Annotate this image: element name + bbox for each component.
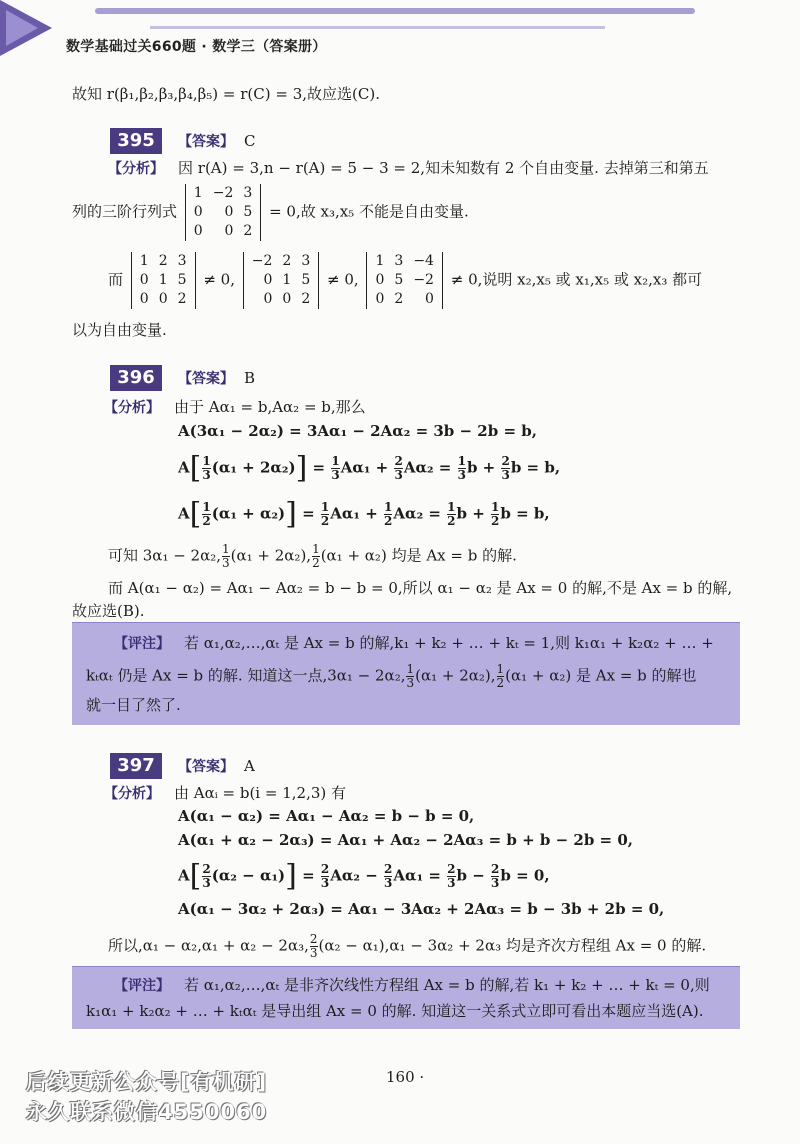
- q395-det3: 1 3 −4 0 5 −2 0 2 0: [366, 252, 442, 309]
- q396-line1-text: 由于 Aα₁ = b,Aα₂ = b,那么: [174, 398, 366, 416]
- q395-number-badge: 395: [110, 128, 162, 154]
- analysis-label: 【分析】: [104, 400, 160, 416]
- q397-comment-line2: k₁α₁ + k₂α₂ + … + kₜαₜ 是导出组 Ax = 0 的解. 知道这一关系式立即可看出本题应当选(A).: [86, 1002, 704, 1020]
- q395-det2: −2 2 3 0 1 5 0 0 2: [243, 252, 319, 309]
- analysis-label: 【分析】: [104, 786, 160, 802]
- q396-line2: 可知 3α₁ − 2α₂, $\frac{1}{3}$ (α₁ + 2α₂), $\frac{1}{2}$ (α₁ + α₂) 均是 Ax = b 的解.: [108, 542, 517, 570]
- q395-line2-post: = 0,故 x₃,x₅ 不能是自由变量.: [269, 202, 469, 221]
- q397-eq2: A(α₁ + α₂ − 2α₃) = Aα₁ + Aα₂ − 2Aα₃ = b + b − 2b = 0,: [178, 831, 633, 849]
- page-number: 160 ·: [386, 1068, 425, 1086]
- q396-line3: 而 A(α₁ − α₂) = Aα₁ − Aα₂ = b − b = 0,所以 α₁ − α₂ 是 Ax = 0 的解,不是 Ax = b 的解,: [108, 579, 733, 597]
- watermark-line1: 后续更新公众号[有机研]: [26, 1070, 268, 1094]
- q395-line3-post: ≠ 0,说明 x₂,x₅ 或 x₁,x₅ 或 x₂,x₃ 都可: [450, 270, 703, 289]
- intro-line: 故知 r(β₁,β₂,β₃,β₄,β₅) = r(C) = 3,故应选(C).: [72, 85, 380, 103]
- q396-eq3: A[ $\frac{1}{2}$ (α₁ + α₂)] = $\frac{1}{2}$ Aα₁ + $\frac{1}{2}$ Aα₂ = $\frac{1}{2}$ b + $\frac{1}{2}$ b = b,: [178, 496, 550, 532]
- q395-answer-value: C: [244, 132, 256, 150]
- q395-line4: 以为自由变量.: [72, 321, 167, 339]
- q396-eq2: A[ $\frac{1}{3}$ (α₁ + 2α₂)] = $\frac{1}{3}$ Aα₁ + $\frac{2}{3}$ Aα₂ = $\frac{1}{3}$ b + $\frac{2}{3}$ b = b,: [178, 450, 561, 486]
- comment-label: 【评注】: [114, 978, 170, 994]
- corner-triangle-icon: [0, 0, 52, 56]
- q395-answer: [178, 128, 255, 155]
- q396-comment-box: [72, 622, 740, 725]
- q397-comment-box: [72, 966, 740, 1029]
- q395-line1: [108, 158, 709, 179]
- q396-line1: [104, 397, 366, 418]
- q397-line1-text: 由 Aαᵢ = b(i = 1,2,3) 有: [174, 784, 346, 802]
- q396-line4: 故应选(B).: [72, 602, 145, 620]
- q397-eq4: A(α₁ − 3α₂ + 2α₃) = Aα₁ − 3Aα₂ + 2Aα₃ = b − 3b + 2b = 0,: [178, 900, 665, 918]
- comment-label: 【评注】: [114, 636, 170, 652]
- q396-eq1: A(3α₁ − 2α₂) = 3Aα₁ − 2Aα₂ = 3b − 2b = b,: [178, 422, 537, 440]
- q395-line2-pre: 列的三阶行列式: [72, 202, 178, 221]
- q397-eq3: A[ $\frac{2}{3}$ (α₂ − α₁)] = $\frac{2}{3}$ Aα₂ − $\frac{2}{3}$ Aα₁ = $\frac{2}{3}$ b − $\frac{2}{3}$ b = 0,: [178, 858, 550, 894]
- q396-answer: [178, 365, 255, 392]
- header-rule-bottom: [150, 26, 605, 29]
- q395-line2: [72, 184, 469, 241]
- answer-label: 【答案】: [178, 759, 234, 775]
- q396-comment-line3: 就一目了然了.: [86, 696, 181, 714]
- q397-comment-line1: 【评注】 若 α₁,α₂,…,αₜ 是非齐次线性方程组 Ax = b 的解,若 k₁ + k₂ + … + kₜ = 0,则: [114, 976, 710, 994]
- q396-answer-value: B: [244, 369, 256, 387]
- q395-line1-text: 因 r(A) = 3,n − r(A) = 5 − 3 = 2,知未知数有 2 个自由变量. 去掉第三和第五: [178, 159, 709, 177]
- q397-line1: [104, 783, 346, 804]
- q397-number-badge: 397: [110, 753, 162, 779]
- q397-answer-value: A: [244, 757, 255, 775]
- q396-comment-line2: kₜαₜ 仍是 Ax = b 的解. 知道这一点,3α₁ − 2α₂, $\frac{1}{3}$ (α₁ + 2α₂), $\frac{1}{2}$ (α₁ + α₂) 是 Ax = b 的解也: [86, 662, 697, 690]
- analysis-label: 【分析】: [108, 161, 164, 177]
- page-header-title: 数学基础过关660题 · 数学三（答案册）: [66, 39, 327, 55]
- q396-number-badge: 396: [110, 365, 162, 391]
- answer-label: 【答案】: [178, 371, 234, 387]
- q397-eq1: A(α₁ − α₂) = Aα₁ − Aα₂ = b − b = 0,: [178, 807, 475, 825]
- q395-det0: 1 −2 3 0 0 5 0 0 2: [185, 184, 261, 241]
- q395-neq2: ≠ 0,: [327, 270, 359, 289]
- watermark-line2: 永久联系微信4550060: [26, 1100, 268, 1124]
- answer-label: 【答案】: [178, 134, 234, 150]
- q395-neq1: ≠ 0,: [203, 270, 235, 289]
- q397-line2: 所以,α₁ − α₂,α₁ + α₂ − 2α₃, $\frac{2}{3}$ (α₂ − α₁),α₁ − 3α₂ + 2α₃ 均是齐次方程组 Ax = 0 的解.: [108, 932, 707, 960]
- q395-det1: 1 2 3 0 1 5 0 0 2: [131, 252, 196, 309]
- q396-comment-line1: 【评注】 若 α₁,α₂,…,αₜ 是 Ax = b 的解,k₁ + k₂ + … + kₜ = 1,则 k₁α₁ + k₂α₂ + … +: [114, 634, 714, 652]
- q395-line3-pre: 而: [108, 270, 124, 289]
- q397-answer: [178, 753, 255, 780]
- header-rule-top: [95, 8, 695, 14]
- q395-line3: [108, 252, 702, 309]
